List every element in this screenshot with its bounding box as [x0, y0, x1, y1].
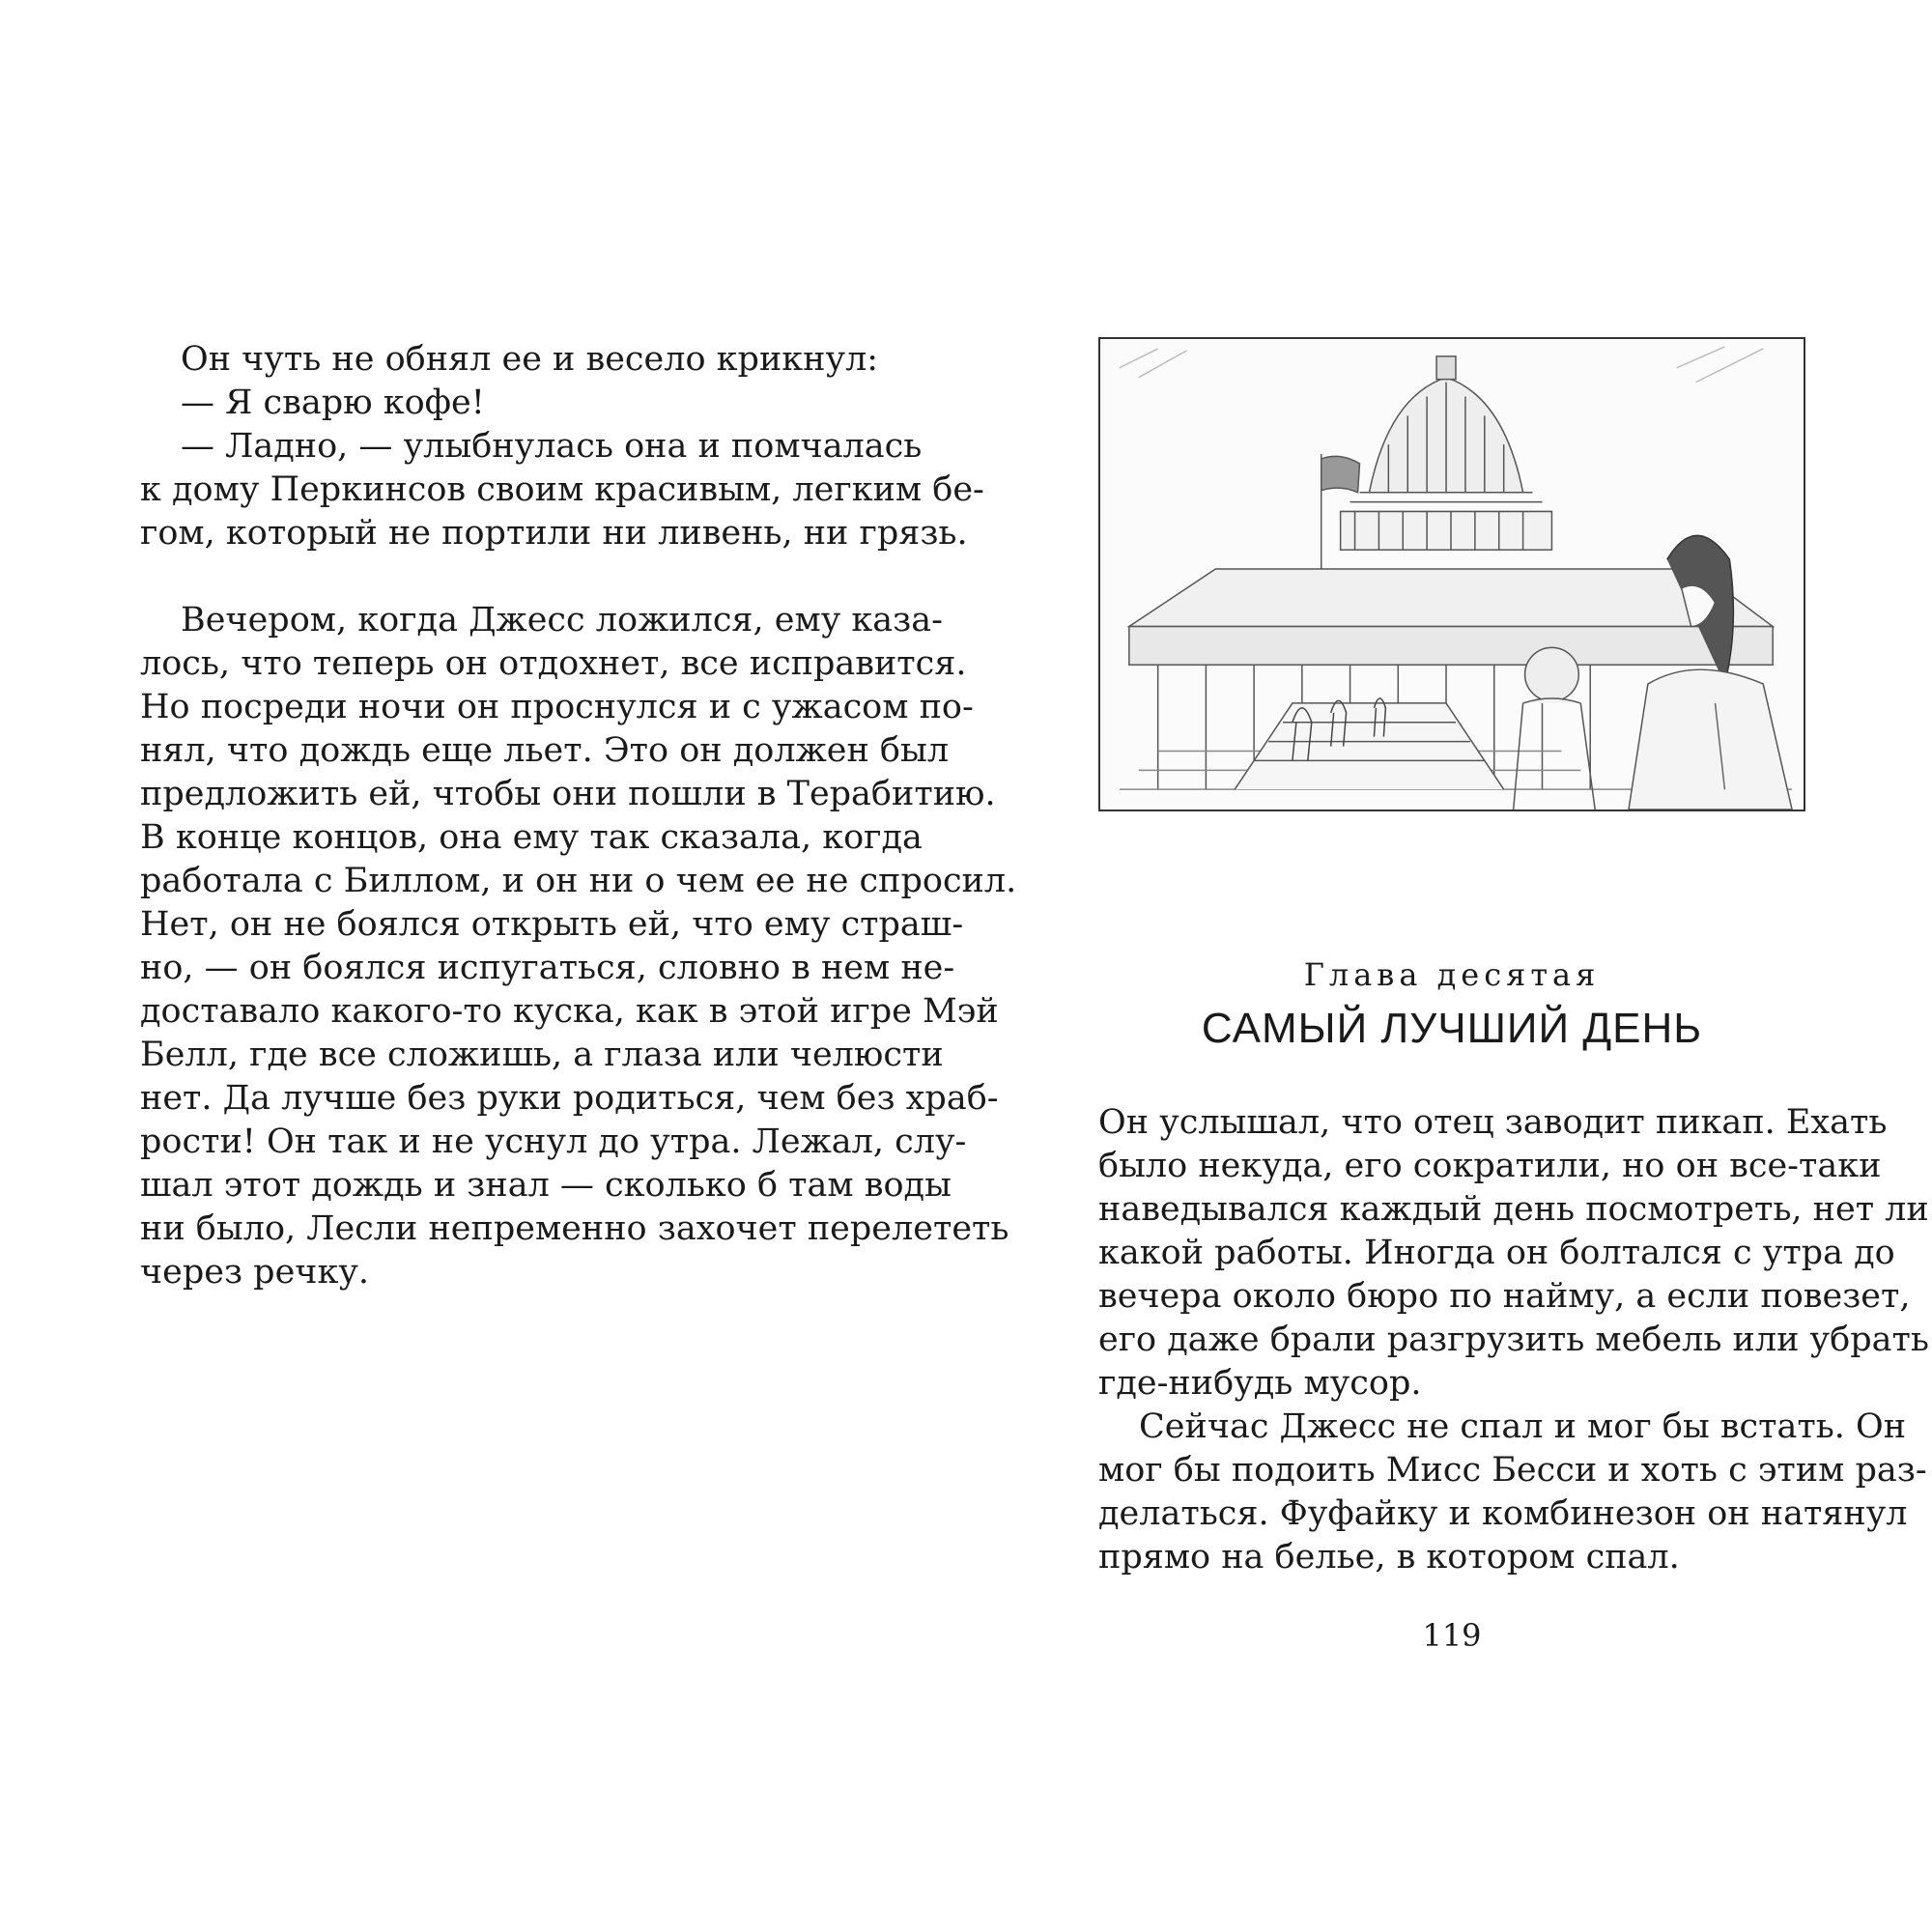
text-line: доставало какого-то куска, как в этой игре Мэй — [140, 992, 999, 1031]
capitol-sketch-icon — [1098, 337, 1805, 811]
text-line: Он услышал, что отец заводит пикап. Ехать — [1098, 1103, 1888, 1142]
text-line: наведывался каждый день посмотреть, нет ли — [1098, 1190, 1929, 1229]
text-line: гом, который не портили ни ливень, ни грязь. — [140, 514, 968, 553]
text-line: его даже брали разгрузить мебель или убрать — [1098, 1321, 1929, 1359]
text-line: Но посреди ночи он проснулся и с ужасом по- — [140, 688, 974, 726]
text-line: рости! Он так и не уснул до утра. Лежал, слу- — [140, 1122, 967, 1161]
text-line: работала с Биллом, и он ни о чем ее не спросил. — [140, 862, 1017, 900]
text-line: нял, что дождь еще льет. Это он должен был — [140, 731, 950, 770]
text-line: какой работы. Иногда он болтался с утра до — [1098, 1234, 1895, 1272]
text-line: мог бы подоить Мисс Бесси и хоть с этим раз- — [1098, 1451, 1927, 1490]
chapter-title: САМЫЙ ЛУЧШИЙ ДЕНЬ — [1201, 1005, 1703, 1052]
text-line: было некуда, его сократили, но он все-таки — [1098, 1147, 1882, 1185]
text-line: Белл, где все сложишь, а глаза или челюсти — [140, 1036, 944, 1074]
text-line: но, — он боялся испугаться, словно в нем не- — [140, 949, 955, 987]
text-line: Вечером, когда Джесс ложился, ему каза- — [181, 601, 943, 639]
text-line: предложить ей, чтобы они пошли в Терабитию. — [140, 775, 996, 813]
text-line: ни было, Лесли непременно захочет перелететь — [140, 1209, 1009, 1248]
text-line: вечера около бюро по найму, а если повезет, — [1098, 1277, 1911, 1316]
text-line: делаться. Фуфайку и комбинезон он натянул — [1098, 1494, 1908, 1533]
text-line: шал этот дождь и знал — сколько б там воды — [140, 1166, 952, 1205]
text-line: через речку. — [140, 1253, 370, 1292]
page-number: 119 — [1422, 1617, 1482, 1654]
text-line: Сейчас Джесс не спал и мог бы встать. Он — [1139, 1407, 1907, 1446]
text-line: нет. Да лучше без руки родиться, чем без храб- — [140, 1079, 999, 1118]
text-line: к дому Перкинсов своим красивым, легким бе- — [140, 470, 984, 509]
text-line: прямо на белье, в котором спал. — [1098, 1538, 1680, 1577]
chapter-label: Глава десятая — [1303, 956, 1601, 993]
text-line: Нет, он не боялся открыть ей, что ему страш- — [140, 905, 964, 944]
text-line: В конце концов, она ему так сказала, когда — [140, 818, 923, 857]
text-line: лось, что теперь он отдохнет, все исправится. — [140, 644, 967, 683]
text-line: Он чуть не обнял ее и весело крикнул: — [181, 340, 879, 379]
text-line: — Я сварю кофе! — [181, 384, 485, 422]
text-line: где-нибудь мусор. — [1098, 1364, 1422, 1403]
text-line: — Ладно, — улыбнулась она и помчалась — [181, 427, 923, 466]
